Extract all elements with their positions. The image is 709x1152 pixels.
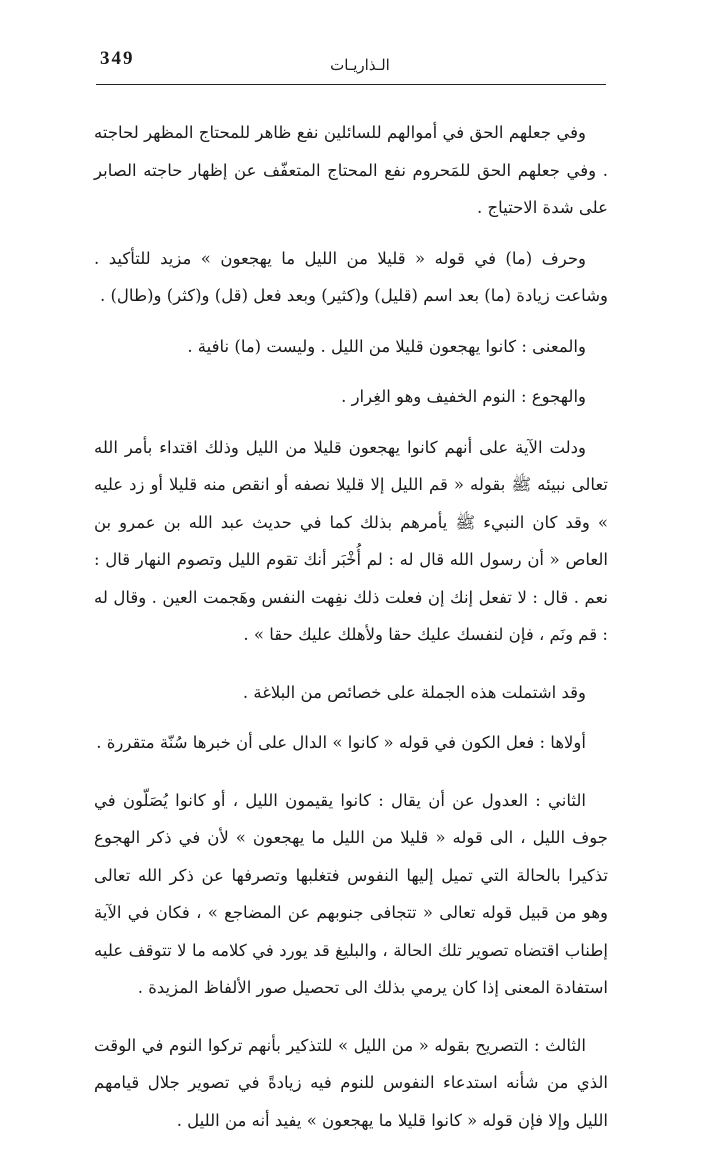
running-header-title: الـذاريـات xyxy=(330,56,390,74)
paragraph-meaning: والمعنى : كانوا يهجعون قليلا من الليل . وليست (ما) نافية . xyxy=(187,336,586,356)
header-rule xyxy=(96,84,606,85)
paragraph-rhetoric-intro: وقد اشتملت هذه الجملة على خصائص من البلاغة . xyxy=(242,682,586,702)
paragraph-ma-particle: وحرف (ما) في قوله « قليلا من الليل ما يهجعون » مزيد للتأكيد . وشاعت زيادة (ما) بعد اسم (قليل) و(كثير) وبعد فعل (قل) و(كثر) و(طال) . xyxy=(94,248,608,305)
page-body xyxy=(94,114,608,1152)
paragraph-hujoo-definition: والهجوع : النوم الخفيف وهو الغِرار . xyxy=(341,387,586,406)
paragraph-third-point: الثالث : التصريح بقوله « من الليل » للتذكير بأنهم تركوا النوم في الوقت الذي من شأنه استدعاء النفوس للنوم فيه زيادةً في تصوير جلال قيامهم الليل وإلا فإن قوله « كانوا قليلا ما يهجعون » يفيد أنه من الليل . xyxy=(94,1035,608,1130)
paragraph-hadith: ودلت الآية على أنهم كانوا يهجعون قليلا من الليل وذلك اقتداء بأمر الله تعالى نبيئه ﷺ بقوله « قم الليل إلا قليلا نصفه أو انقص منه قليلا أو زد عليه » وقد كان النبيء ﷺ يأمرهم بذلك كما في حديث عبد الله بن عمرو بن العاص « أن رسول الله قال له : لم أُخْبَر أنك تقوم الليل وتصوم النهار قال : نعم . قال : لا تفعل إنك إن فعلت ذلك نفِهت النفس وهَجمت العين . وقال له : قم ونَم ، فإن لنفسك عليك حقا ولأهلك عليك حقا » . xyxy=(94,437,608,644)
paragraph-first-point: أولاها : فعل الكون في قوله « كانوا » الدال على أن خبرها سُنّة متقررة . xyxy=(96,733,586,752)
paragraph-zakat-meaning: وفي جعلهم الحق في أموالهم للسائلين نفع ظاهر للمحتاج المظهر لحاجته . وفي جعلهم الحق للمَحروم نفع المحتاج المتعفّف عن إظهار حاجته الصابر على شدة الاحتياج . xyxy=(94,123,608,217)
page-number: 349 xyxy=(100,48,135,69)
paragraph-second-point: الثاني : العدول عن أن يقال : كانوا يقيمون الليل ، أو كانوا يُصَلّون في جوف الليل ، الى قوله « قليلا من الليل ما يهجعون » لأن في ذكر الهجوع تذكيرا بالحالة التي تميل إليها النفوس فتغلبها وتصرفها عن ذكر الله تعالى وهو من قبيل قوله تعالى « تتجافى جنوبهم عن المضاجع » ، فكان في الآية إطناب اقتضاه تصوير تلك الحالة ، والبليغ قد يورد في كلامه ما لا تتوقف عليه استفادة المعنى إذا كان يرمي بذلك الى تحصيل صور الألفاظ المزيدة . xyxy=(94,790,608,997)
